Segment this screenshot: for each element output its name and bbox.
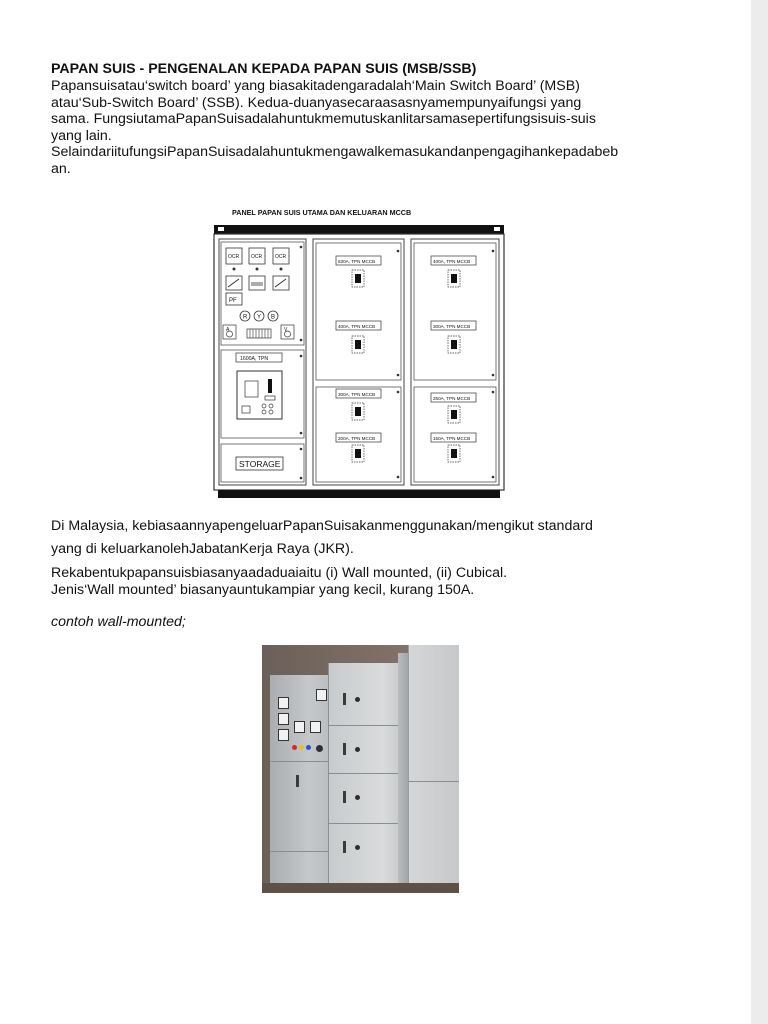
intro-line: Papansuisatau‘switch board’ yang biasakitadengaradalah‘Main Switch Board’ (MSB) bbox=[51, 78, 580, 94]
photo-cabinet-right bbox=[408, 645, 459, 893]
incoming-breaker-label: 1600A, TPN bbox=[240, 356, 269, 362]
svg-text:400A, TPN MCCB: 400A, TPN MCCB bbox=[433, 259, 471, 264]
phase-label: R bbox=[243, 314, 248, 321]
phase-label: B bbox=[271, 314, 276, 321]
intro-line: sama. FungsiutamaPapanSuisadalahuntukmemutuskanlitarsamasepertifungsisuis-suis bbox=[51, 111, 596, 128]
phase-label: Y bbox=[257, 314, 262, 321]
top-busbar bbox=[214, 225, 504, 234]
types-line: Jenis‘Wall mounted’ biasanyauntukampiar yang kecil, kurang 150A. bbox=[51, 581, 475, 598]
svg-text:300A, TPN MCCB: 300A, TPN MCCB bbox=[433, 324, 471, 329]
malaysia-paragraph bbox=[51, 515, 593, 560]
malaysia-line: yang di keluarkanolehJabatanKerja Raya (JKR). bbox=[51, 540, 354, 557]
ocr-label: OCR bbox=[251, 254, 263, 260]
phase-indicator-lamps bbox=[240, 311, 278, 321]
svg-text:250A, TPN MCCB: 250A, TPN MCCB bbox=[433, 396, 471, 401]
ocr-label: OCR bbox=[275, 254, 287, 260]
switchboard-panel-diagram bbox=[212, 203, 507, 500]
storage-label: STORAGE bbox=[239, 459, 281, 469]
intro-line: SelaindariitufungsiPapanSuisadalahuntukmengawalkemasukandanpengagihankepadabeb bbox=[51, 144, 619, 161]
svg-text:630A, TPN MCCB: 630A, TPN MCCB bbox=[338, 259, 376, 264]
photo-caption: contoh wall-mounted; bbox=[51, 614, 186, 630]
intro-line: atau‘Sub-Switch Board’ (SSB). Kedua-duanyasecaraasasnyamempunyaifungsi yang bbox=[51, 94, 582, 111]
incoming-acb-breaker bbox=[237, 371, 282, 419]
types-paragraph bbox=[51, 565, 507, 598]
svg-text:150A, TPN MCCB: 150A, TPN MCCB bbox=[433, 436, 471, 441]
intro-paragraph bbox=[51, 78, 691, 178]
types-line: Rekabentukpapansuisbiasanyaadaduaiaitu (i) Wall mounted, (ii) Cubical. bbox=[51, 565, 508, 581]
ammeter-switch-label: A bbox=[226, 327, 230, 333]
diagram-heading: PANEL PAPAN SUIS UTAMA DAN KELUARAN MCCB bbox=[232, 208, 412, 217]
malaysia-line: Di Malaysia, kebiasaannyapengeluarPapanSuisakanmenggunakan/mengikut standard bbox=[51, 518, 593, 534]
intro-line: yang lain. bbox=[51, 127, 112, 144]
svg-text:300A, TPN MCCB: 300A, TPN MCCB bbox=[338, 392, 376, 397]
page-title: PAPAN SUIS - PENGENALAN KEPADA PAPAN SUIS (MSB/SSB) bbox=[51, 61, 477, 77]
pf-label: PF bbox=[229, 298, 237, 304]
ocr-label: OCR bbox=[228, 254, 240, 260]
photo-cabinet-middle bbox=[328, 663, 406, 893]
svg-text:200A, TPN MCCB: 200A, TPN MCCB bbox=[338, 436, 376, 441]
voltmeter-switch-label: V bbox=[284, 327, 288, 333]
intro-line: an. bbox=[51, 160, 71, 177]
svg-text:400A, TPN MCCB: 400A, TPN MCCB bbox=[338, 324, 376, 329]
scrollbar-track[interactable] bbox=[751, 0, 768, 1024]
photo-cabinet-left bbox=[270, 675, 336, 893]
base-plinth bbox=[218, 490, 500, 498]
wall-mounted-switchboard-photo bbox=[262, 645, 459, 893]
